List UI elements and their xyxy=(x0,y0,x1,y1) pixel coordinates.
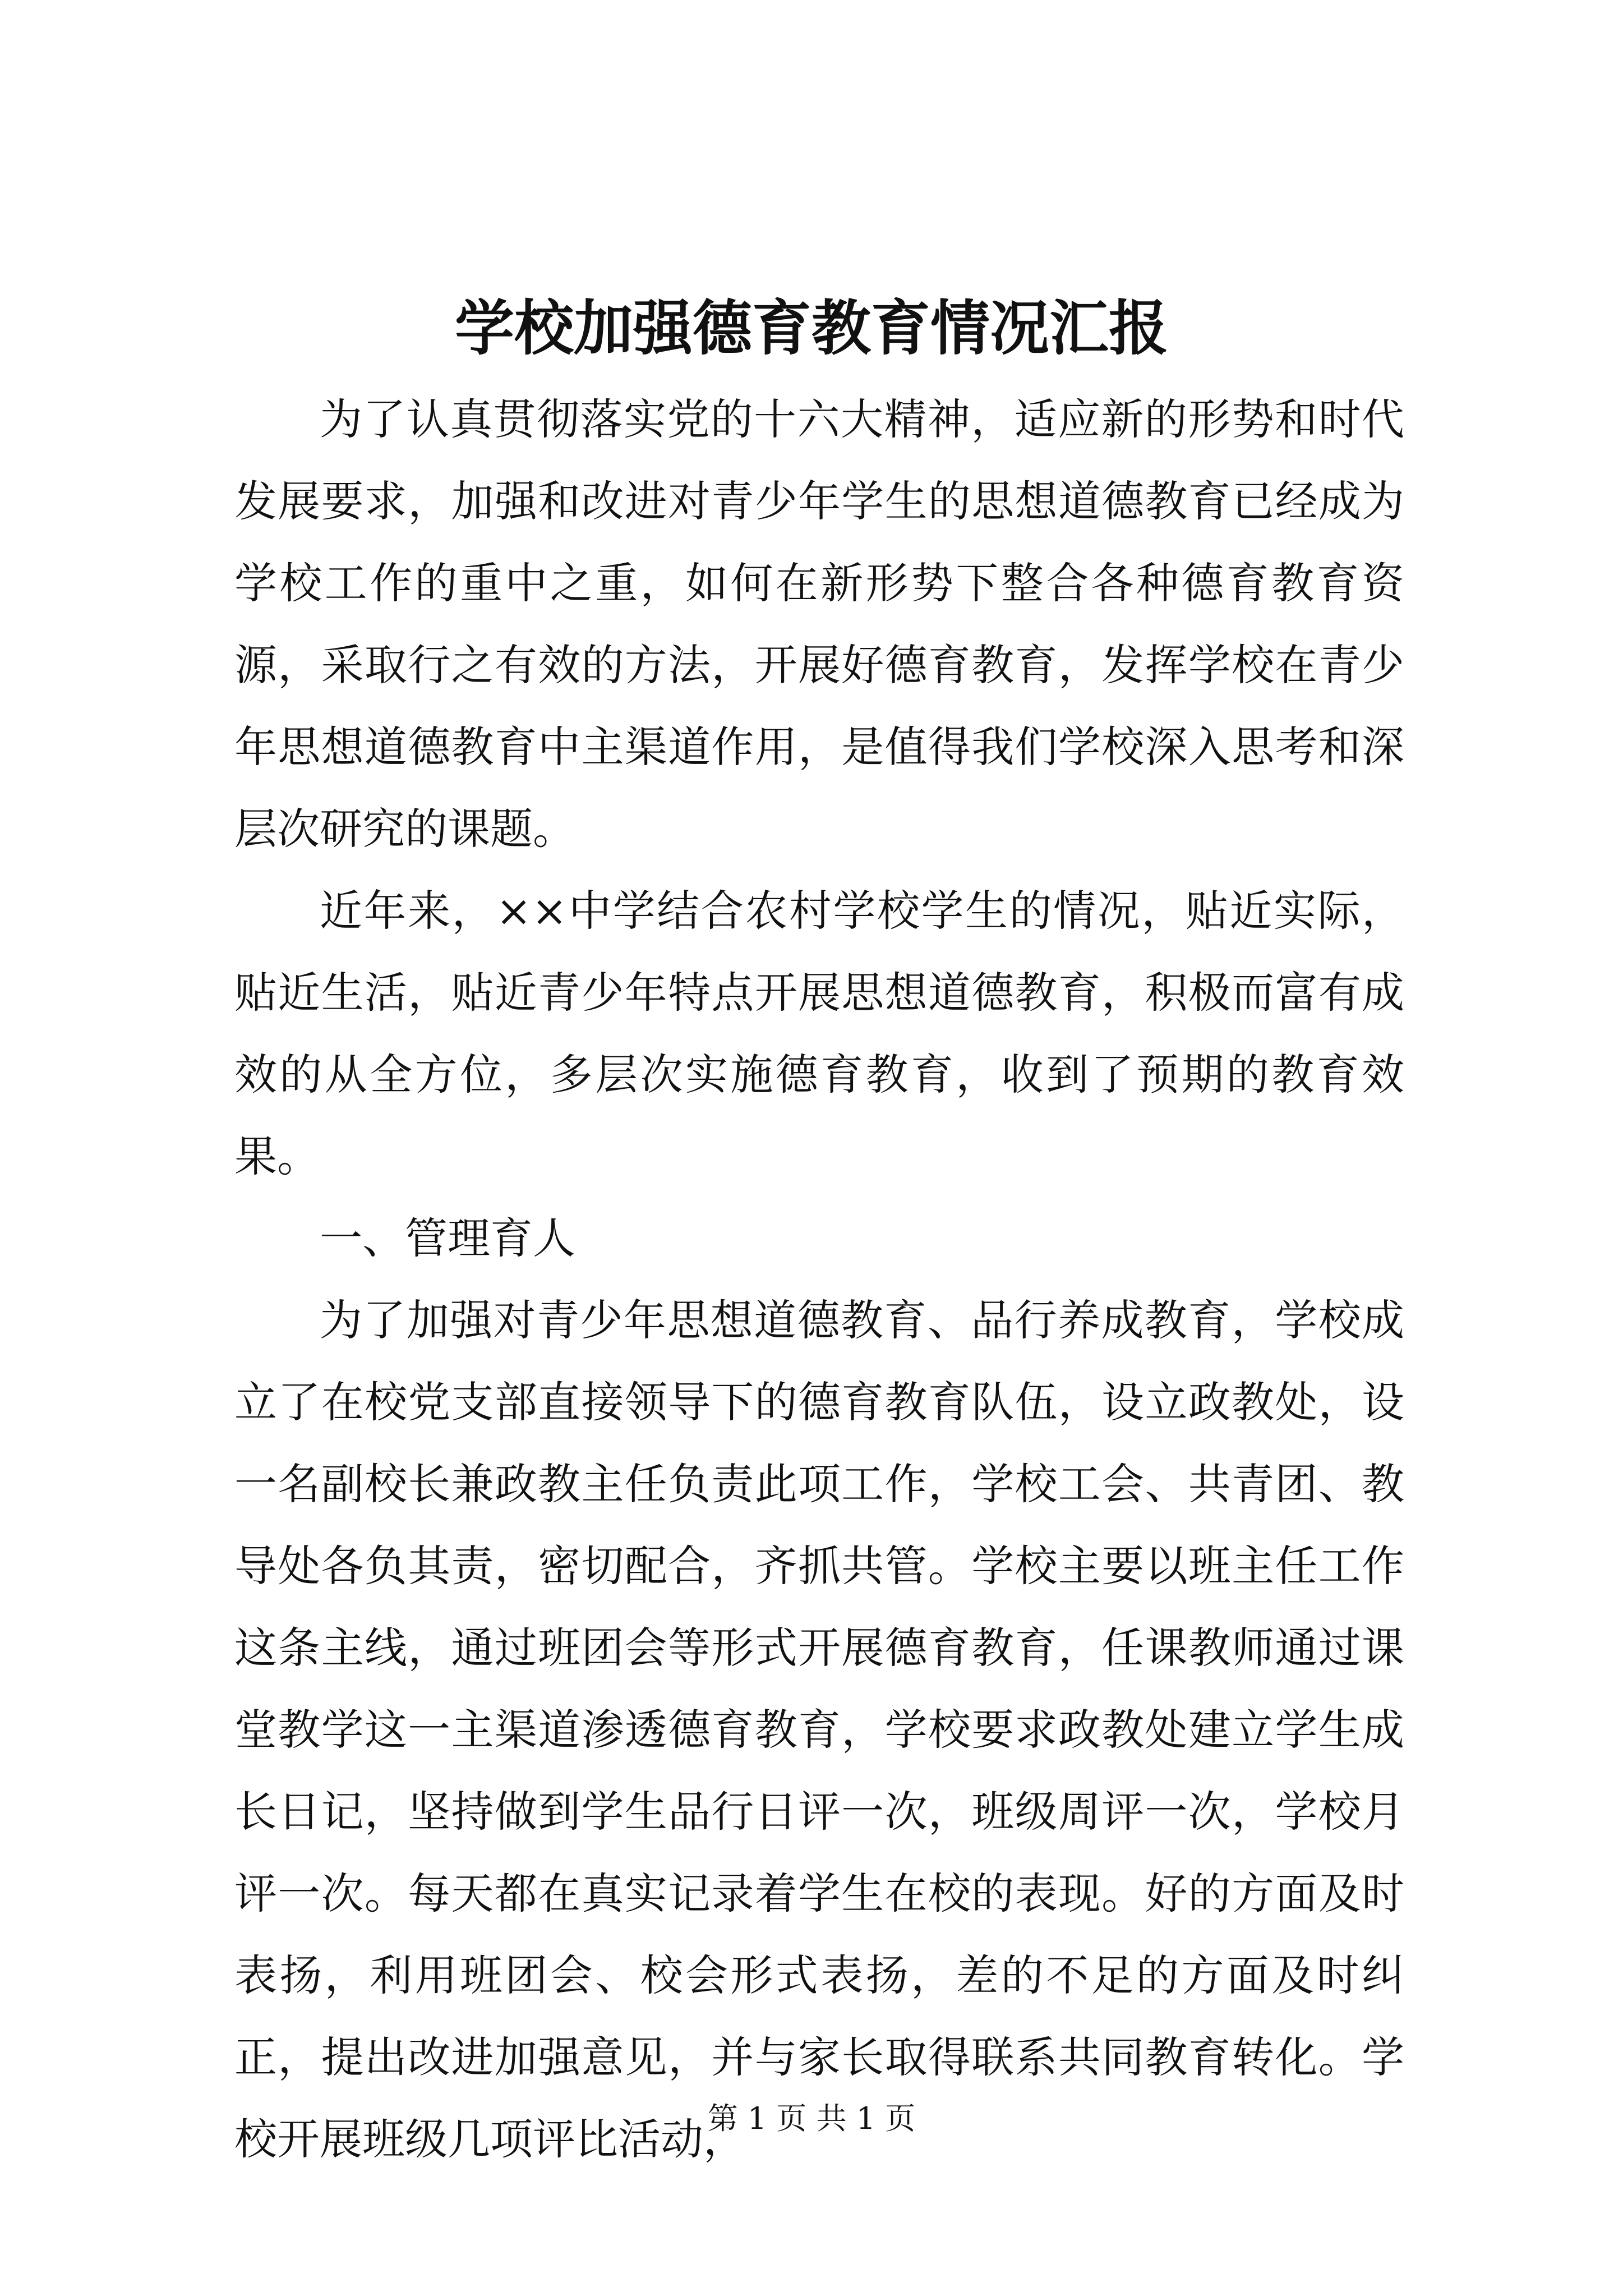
section-heading-management: 一、管理育人 xyxy=(320,1213,575,1263)
paragraph-intro: 为了认真贯彻落实党的十六大精神，适应新的形势和时代发展要求，加强和改进对青少年学生的思想道德教育已经成为学校工作的重中之重，如何在新形势下整合各种德育教育资源，采取行之有效的方法，开展好德育教育，发挥学校在青少年思想道德教育中主渠道作用，是值得我们学校深入思考和深层次研究的课题。 xyxy=(234,394,1404,854)
paragraph-recent-years: 近年来，××中学结合农村学校学生的情况，贴近实际，贴近生活，贴近青少年特点开展思想道德教育，积极而富有成效的从全方位，多层次实施德育教育，收到了预期的教育效果。 xyxy=(234,886,1404,1181)
document-title: 学校加强德育教育情况汇报 xyxy=(455,293,1168,363)
paragraph-management: 为了加强对青少年思想道德教育、品行养成教育，学校成立了在校党支部直接领导下的德育教育队伍，设立政教处，设一名副校长兼政教主任负责此项工作，学校工会、共青团、教导处各负其责，密切配合，齐抓共管。学校主要以班主任工作这条主线，通过班团会等形式开展德育教育，任课教师通过课堂教学这一主渠道渗透德育教育，学校要求政教处建立学生成长日记，坚持做到学生品行日评一次，班级周评一次，学校月评一次。每天都在真实记录着学生在校的表现。好的方面及时表扬，利用班团会、校会形式表扬，差的不足的方面及时纠正，提出改进加强意见，并与家长取得联系共同教育转化。学校开展班级几项评比活动， xyxy=(234,1295,1404,2164)
page-footer: 第 1 页 共 1 页 xyxy=(707,2101,916,2136)
document-body xyxy=(234,379,1404,2180)
